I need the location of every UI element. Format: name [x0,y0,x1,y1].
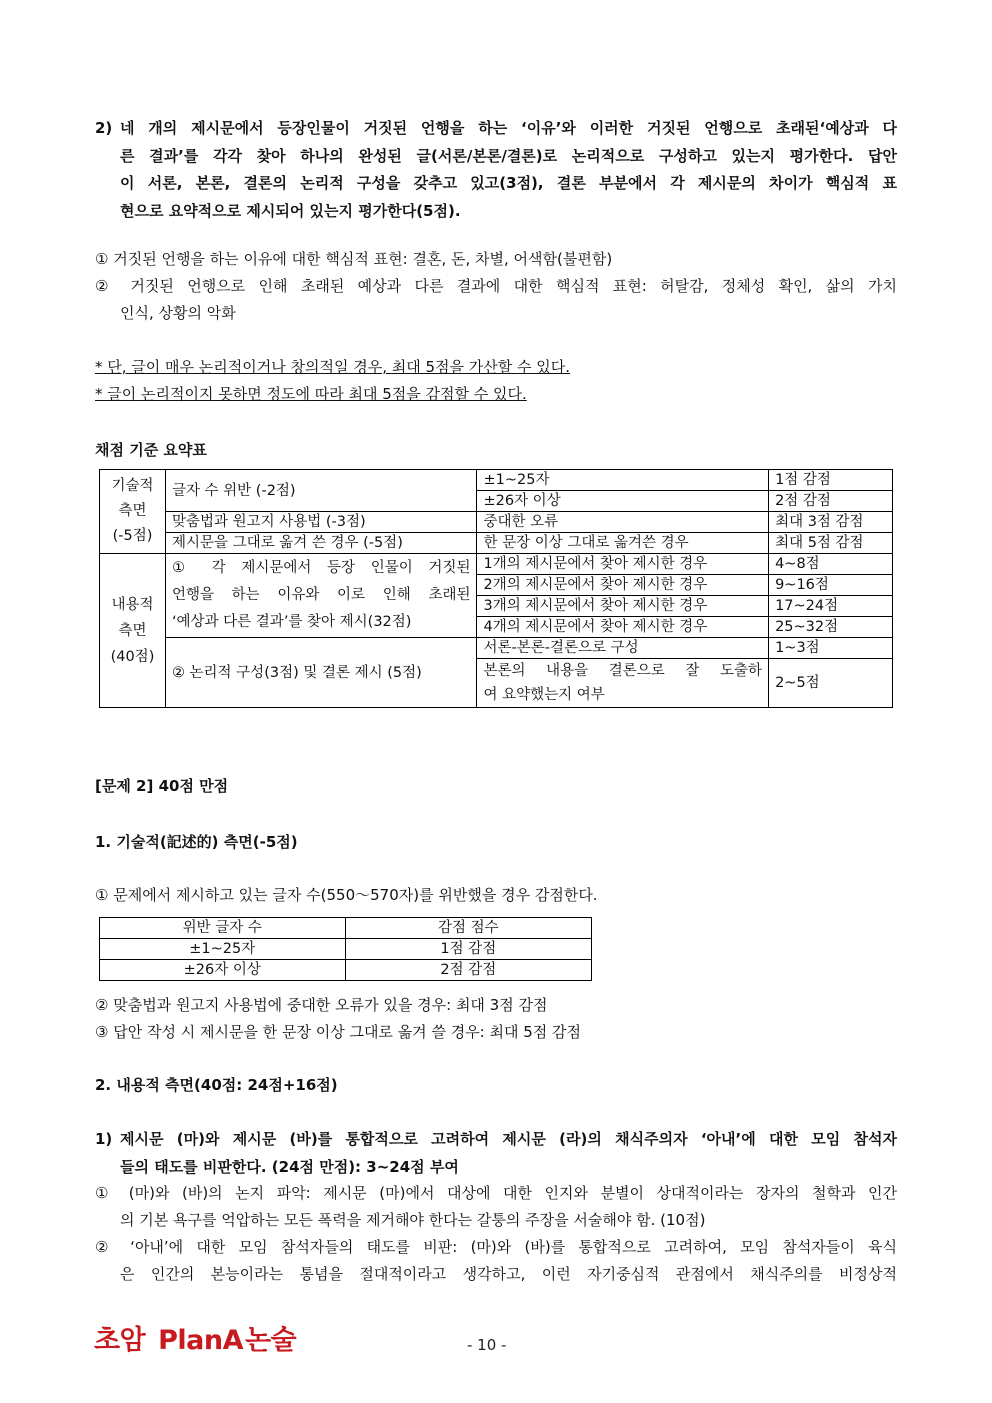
content-group-cell [100,554,166,708]
logo-text: 초암 [94,1325,146,1356]
key-result-line2: 인식, 상황의 악화 [120,304,236,322]
summary-table [99,469,893,708]
criterion-line: ‘예상과 다른 결과’를 찾아 제시(32점) [171,614,412,630]
section2-line: 이 서론, 본론, 결론의 논리적 구성을 갖추고 있고(3점), 결론 부분에서 각 제시문의 차이가 핵심적 표 [120,174,897,192]
condition-line: 여 요약했는지 여부 [483,687,605,703]
table-row [100,554,893,575]
table-cell: ±26자 이상 [100,960,346,981]
group-label: (-5점) [112,528,153,544]
table-row [100,918,592,939]
small-table [99,917,592,981]
criterion-cell: 글자 수 위반 (-2점) [165,470,477,512]
score-cell: 1점 감점 [769,470,893,491]
sub1-title: 1. 기술적(記述的) 측면(-5점) [95,833,298,851]
criterion-cell: 맞춤법과 원고지 사용법 (-3점) [165,512,477,533]
score-cell: 최대 5점 감점 [769,533,893,554]
condition-cell: 2개의 제시문에서 찾아 제시한 경우 [477,575,769,596]
note-bonus: * 단, 글이 매우 논리적이거나 창의적일 경우, 최대 5점을 가산할 수 있다. [95,358,571,376]
section2-line: 현으로 요약적으로 제시되어 있는지 평가한다(5점). [120,201,461,220]
section2-line: 네 개의 제시문에서 등장인물이 거짓된 언행을 하는 ‘이유’와 이러한 거짓된 언행으로 초래된‘예상과 다 [120,119,897,137]
group-label: 기술적 [111,478,154,494]
key-reason: ① 거짓된 언행을 하는 이유에 대한 핵심적 표현: 결혼, 돈, 차별, 어색함(불편함) [95,250,613,268]
sub2-title: 2. 내용적 측면(40점: 24점+16점) [95,1076,338,1094]
q1-line: 들의 태도를 비판한다. (24점 만점): 3~24점 부여 [120,1157,459,1176]
criterion-cell: ② 논리적 구성(3점) 및 결론 제시 (5점) [165,638,477,708]
table-row [100,939,592,960]
condition-cell: 3개의 제시문에서 찾아 제시한 경우 [477,596,769,617]
group-label: (40점) [110,648,155,665]
sub1-item1: ① 문제에서 제시하고 있는 글자 수(550～570자)를 위반했을 경우 감점한다. [95,886,598,904]
condition-cell: 중대한 오류 [477,512,769,533]
logo-text: 논술 [244,1325,297,1356]
score-cell: 2점 감점 [769,491,893,512]
table-row [100,638,893,659]
logo-text: PlanA [158,1325,243,1356]
condition-cell: 한 문장 이상 그대로 옮겨쓴 경우 [477,533,769,554]
table-row [100,533,893,554]
page-number: - 10 - [467,1336,507,1354]
condition-cell: ±26자 이상 [477,491,769,512]
score-cell: 최대 3점 감점 [769,512,893,533]
score-cell: 1~3점 [769,638,893,659]
section2-num: 2) [95,119,113,137]
group-label: 측면 [118,503,147,519]
condition-cell: 4개의 제시문에서 찾아 제시한 경우 [477,617,769,638]
group-label: 측면 [118,622,147,639]
score-cell: 4~8점 [769,554,893,575]
key-result-line1: ② 거짓된 언행으로 인해 초래된 예상과 다른 결과에 대한 핵심적 표현: 허탈감, 정체성 확인, 삶의 가치 [95,277,897,295]
table-row [100,960,592,981]
q1-num: 1) [95,1130,113,1148]
q1a-line2: 의 기본 욕구를 억압하는 모든 폭력을 제거해야 한다는 갈퉁의 주장을 서술해야 함. (10점) [120,1211,706,1229]
condition-cell [477,659,769,708]
condition-cell: 서론-본론-결론으로 구성 [477,638,769,659]
problem2-title: [문제 2] 40점 만점 [95,777,229,795]
group-label: 내용적 [111,596,154,613]
criterion-cell [165,554,477,638]
condition-cell: 1개의 제시문에서 찾아 제시한 경우 [477,554,769,575]
criterion-line: ① 각 제시문에서 등장 인물이 거짓된 [171,560,471,576]
section2-line: 른 결과’를 각각 찾아 하나의 완성된 글(서론/본론/결론)로 논리적으로 구성하고 있는지 평가한다. 답안 [120,146,897,165]
condition-cell: ±1~25자 [477,470,769,491]
section2-paragraph [120,115,897,225]
table-row [100,470,893,491]
criterion-line: 언행을 하는 이유와 이로 인해 초래된 [171,587,471,603]
summary-title: 채점 기준 요약표 [95,441,207,459]
score-cell: 9~16점 [769,575,893,596]
score-cell: 17~24점 [769,596,893,617]
table-cell: 2점 감점 [345,960,591,981]
q1b-line2: 은 인간의 본능이라는 통념을 절대적이라고 생각하고, 이런 자기중심적 관점에서 채식주의를 비정상적 [120,1265,897,1283]
q1a-line1: ① (마)와 (바)의 논지 파악: 제시문 (마)에서 대상에 대한 인지와 분별이 상대적이라는 장자의 철학과 인간 [95,1184,897,1202]
table-cell: ±1~25자 [100,939,346,960]
brand-logo [94,1318,296,1357]
q1-paragraph [120,1126,897,1181]
q1b-line1: ② ‘아내’에 대한 모임 참석자들의 태도를 비판: (마)와 (바)를 통합적으로 고려하여, 모임 참석자들이 육식 [95,1238,897,1256]
criterion-cell: 제시문을 그대로 옮겨 쓴 경우 (-5점) [165,533,477,554]
tech-group-cell [100,470,166,554]
header-cell: 감점 점수 [345,918,591,939]
condition-line: 본론의 내용을 결론으로 잘 도출하 [483,663,763,679]
q1-line: 제시문 (마)와 제시문 (바)를 통합적으로 고려하여 제시문 (라)의 채식주의자 ‘아내’에 대한 모임 참석자 [120,1130,897,1148]
table-cell: 1점 감점 [345,939,591,960]
header-cell: 위반 글자 수 [100,918,346,939]
sub1-item3: ③ 답안 작성 시 제시문을 한 문장 이상 그대로 옮겨 쓸 경우: 최대 5점 감점 [95,1023,582,1041]
table-row [100,512,893,533]
score-cell: 25~32점 [769,617,893,638]
note-penalty: * 글이 논리적이지 못하면 정도에 따라 최대 5점을 감점할 수 있다. [95,385,527,403]
sub1-item2: ② 맞춤법과 원고지 사용법에 중대한 오류가 있을 경우: 최대 3점 감점 [95,996,548,1014]
score-cell: 2~5점 [769,659,893,708]
